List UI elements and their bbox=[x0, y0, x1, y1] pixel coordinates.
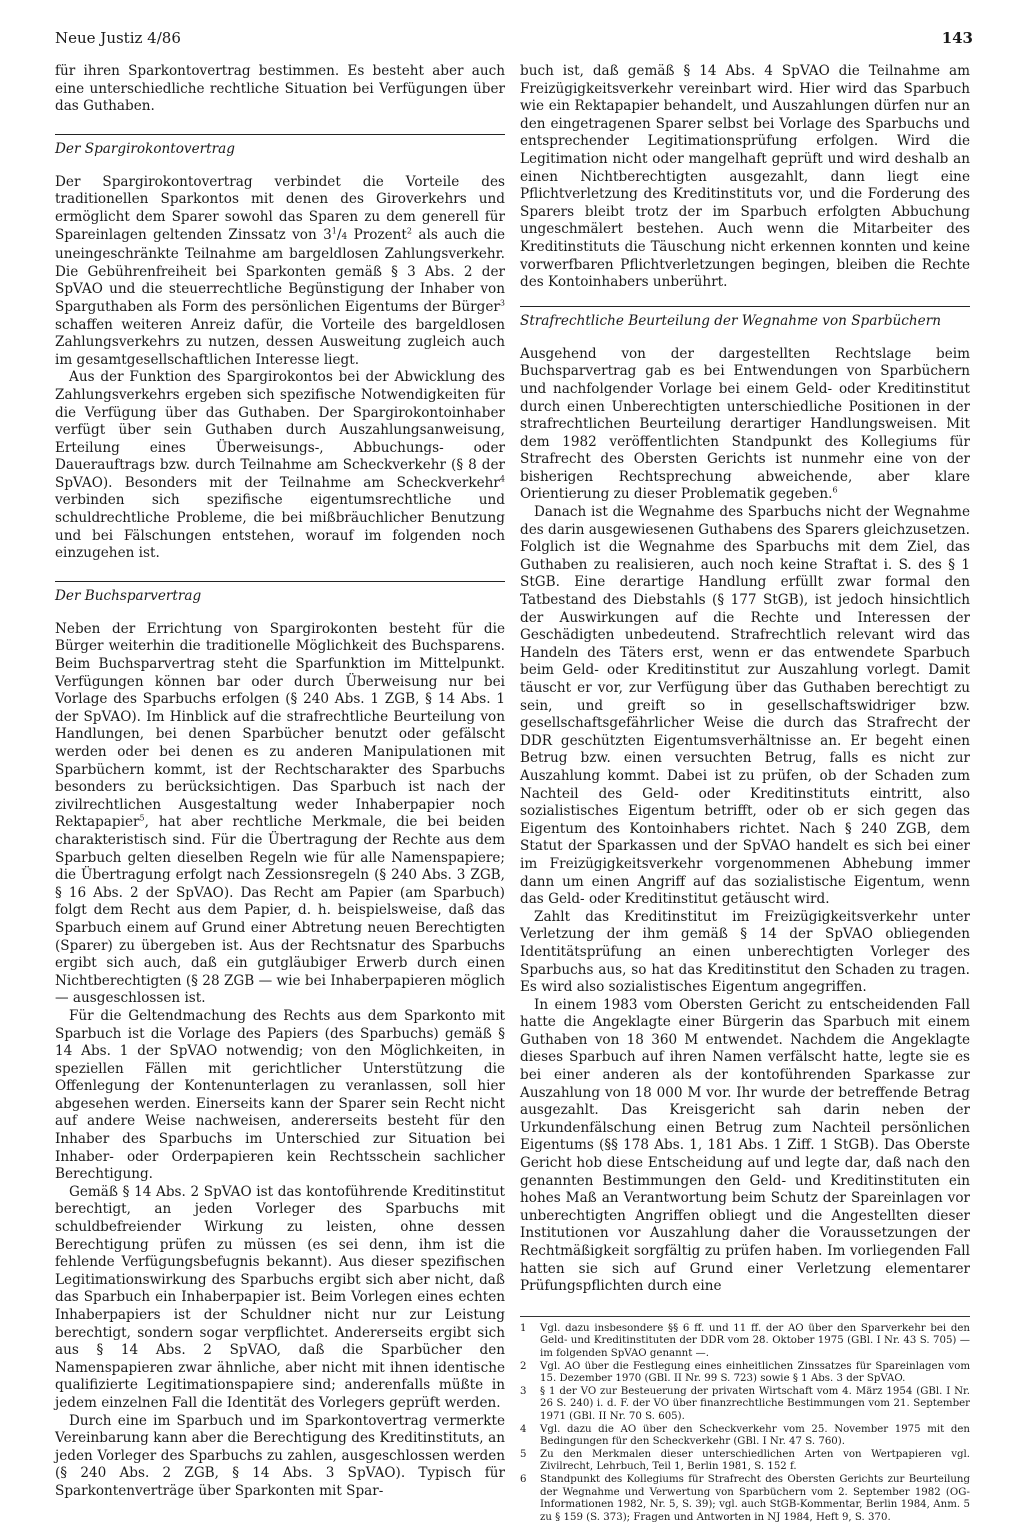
paragraph: Neben der Errichtung von Spargirokonten besteht für die Bürger weiterhin die traditionelle Möglichkeit des Buchsparens. Beim Buchsparvertrag steht die Sparfunktion im Mittelpunkt. Verfügungen können bar oder durch Überweisung nur bei Vorlage des Sparbuchs erfolgen (§ 240 Abs. 1 ZGB, § 14 Abs. 1 der SpVAO). Im Hinblick auf die strafrechtliche Beurteilung von Handlungen, bei denen Sparbücher benutzt oder gefälscht werden oder bei denen es zu anderen Manipulationen mit Sparbüchern kommt, ist der Rechtscharakter des Sparbuchs besonders zu berücksichtigen. Das Sparbuch ist nach der zivilrechtlichen Ausgestaltung weder Inhaberpapier noch Rektapapier$^5$, hat aber rechtliche Merkmale, die bei beiden charakteristisch sind. Für die Übertragung der Rechte aus dem Sparbuch gelten dieselben Regeln wie für alle Namenspapiere; die Übertragung erfolgt nach Zessionsregeln (§ 240 Abs. 3 ZGB, § 16 Abs. 2 der SpVAO). Das Recht am Papier (am Sparbuch) folgt dem Recht aus dem Papier, d. h. beispielsweise, daß das Sparbuch einem auf Grund einer Abtretung neuen Berechtigten (Sparer) zu übergeben ist. Aus der Rechtsnatur des Sparbuchs ergibt sich auch, daß ein gutgläubiger Erwerb durch einen Nichtberechtigten (§ 28 ZGB — wie bei Inhaberpapieren möglich — ausgeschlossen ist. bbox=[55, 620, 505, 1007]
footnote-ref: 5 bbox=[139, 813, 145, 823]
fraction-numerator: 1 bbox=[331, 226, 337, 236]
paragraph: Danach ist die Wegnahme des Sparbuchs nicht der Wegnahme des darin ausgewiesenen Guthabens des Sparers gleichzusetzen. Folglich ist die Wegnahme des Sparbuchs mit dem Ziel, das Guthaben zu realisieren, auch noch keine Straftat i. S. des § 1 StGB. Eine derartige Handlung erfüllt zwar formal den Tatbestand des Diebstahls (§ 177 StGB), ist jedoch hinsichtlich der Auswirkungen auf die Rechte und Interessen der Geschädigten unbedeutend. Strafrechtlich relevant wird das Handeln des Täters erst, wenn er das entwendete Sparbuch beim Geld- oder Kreditinstitut zur Auszahlung vorlegt. Damit täuscht er vor, zur Verfügung über das Guthaben berechtigt zu sein, und greift so in gesellschaftswidriger bzw. gesellschaftsgefährlicher Weise die durch das Strafrecht der DDR geschützten Eigentumsverhältnisse an. Er begeht einen Betrug bzw. einen versuchten Betrug, falls es nicht zur Auszahlung kommt. Dabei ist zu prüfen, ob der Schaden zum Nachteil des Geld- oder Kreditinstituts eintritt, also sozialistisches Eigentum betrifft, oder ob er sich gegen das Eigentum des Kontoinhabers richtet. Nach § 240 ZGB, dem Statut der Sparkassen und der SpVAO handelt es sich bei einer im Freizügigkeitsverkehr vorgenommenen Abhebung immer dann um einen Angriff auf das sozialistische Eigentum, wenn das Geld- oder Kreditinstitut getäuscht wird. bbox=[520, 504, 971, 908]
footnote-number: 4 bbox=[520, 1423, 527, 1435]
journal-title: Neue Justiz 4/86 bbox=[55, 29, 181, 47]
intro-paragraph: buch ist, daß gemäß § 14 Abs. 4 SpVAO die Teilnahme am Freizügigkeitsverkehr vereinbart wird. Hier wird das Sparbuch wie ein Rektapapier behandelt, und Auszahlungen dürfen nur an den eingetragenen Sparer selbst bei Vorlage des Sparbuchs und entsprechender Legitimationsprüfung erfolgen. Wird die Legitimation nicht oder mangelhaft geprüft und wird deshalb an einen Nichtberechtigten ausgezahlt, dann liegt eine Pflichtverletzung des Kreditinstituts vor, und die Forderung des Sparers bleibt trotz der im Sparbuch erfolgten Abbuchung ungeschmälert bestehen. Auch wenn die Mitarbeiter des Kreditinstituts die Täuschung nicht erkennen konnten und keine vorwerfbaren Pflichtverletzungen begingen, bleiben die Rechte des Kontoinhabers unberührt. bbox=[520, 63, 970, 291]
paragraph: Gemäß § 14 Abs. 2 SpVAO ist das kontoführende Kreditinstitut berechtigt, an jeden Vorleger des Sparbuchs mit schuldbefreiender Wirkung zu leisten, ohne dessen Berechtigung prüfen zu müssen (es sei denn, ihm ist die fehlende Verfügungsbefugnis bekannt). Aus dieser spezifischen Legitimationswirkung des Sparbuchs ergibt sich aber nicht, daß das Sparbuch ein Inhaberpapier ist. Beim Vorlegen eines echten Inhaberpapiers ist der Schuldner nicht nur zur Leistung berechtigt, sondern sogar verpflichtet. Andererseits ergibt sich aus § 14 Abs. 2 SpVAO, daß die Sparbücher den Namenspapieren zwar ähnliche, aber nicht mit ihnen identische qualifizierte Legitimationspapiere sind; anderenfalls müßte in jedem einzelnen Fall die Identität des Vorlegers geprüft werden. bbox=[55, 1183, 505, 1411]
paragraph: Zahlt das Kreditinstitut im Freizügigkeitsverkehr unter Verletzung der ihm gemäß § 14 der SpVAO obliegenden Identitätsprüfung an einen unberechtigten Vorleger des Sparbuchs aus, so hat das Kreditinstitut den Schaden zu tragen. Es wird also sozialistisches Eigentum angegriffen. bbox=[520, 908, 970, 996]
fraction-denominator: 4 bbox=[341, 231, 348, 242]
paragraph: Der Spargirokontovertrag verbindet die Vorteile des traditionellen Sparkontos mit denen des Giroverkehrs und ermöglicht dem Sparer sowohl das Sparen zu dem generell für Spareinlagen geltenden Zinssatz von $3^1/4$ Prozent$^2$ als auch die uneingeschränkte Teilnahme am bargeldlosen Zahlungsverkehr. Die Gebührenfreiheit bei Sparkonten gemäß § 3 Abs. 2 der SpVAO und die steuerrechtliche Begünstigung der Inhaber von Sparguthaben als Form des persönlichen Eigentums der Bürger$^3$ schaffen weiteren Anreiz dafür, die Vorteile des bargeldlosen Zahlungsverkehrs zu nutzen, dessen Ausweitung zugleich auch im gesamtgesellschaftlichen Interesse liegt. bbox=[55, 173, 506, 368]
intro-paragraph: für ihren Sparkontovertrag bestimmen. Es besteht aber auch eine unterschiedliche rechtliche Situation bei Verfügungen über das Guthaben. bbox=[55, 63, 505, 115]
paragraph: In einem 1983 vom Obersten Gericht zu entscheidenden Fall hatte die Angeklagte einer Bürgerin das Sparbuch mit einem Guthaben von 18 360 M entwendet. Nachdem die Angeklagte dieses Sparbuch auf ihren Namen verfälscht hatte, legte sie es bei einer anderen als der kontoführenden Sparkasse zur Auszahlung von 18 000 M vor. Ihr wurde der betreffende Betrag ausgezahlt. Das Kreisgericht sah darin neben der Urkundenfälschung einen Betrug zum Nachteil persönlichen Eigentums (§§ 178 Abs. 1, 181 Abs. 1 Ziff. 1 StGB). Das Oberste Gericht hob diese Entscheidung auf und legte dar, daß nach den genannten Bestimmungen den Geld- und Kreditinstituten ein hohes Maß an Verantwortung beim Schutz der Spareinlagen vor unberechtigten Angriffen obliegt und die Angestellten dieser Institutionen vor Auszahlung daher die Voraussetzungen der Rechtmäßigkeit sorgfältig zu prüfen haben. Im vorliegenden Fall hatten sie sich auf Grund einer Verletzung elementarer Prüfungspflichten durch eine bbox=[520, 996, 970, 1295]
footnote-ref: 6 bbox=[832, 485, 838, 495]
page-number: 143 bbox=[941, 29, 973, 47]
footnote-ref: 4 bbox=[499, 474, 505, 484]
footnote-text: Standpunkt des Kollegiums für Strafrecht des Obersten Gerichts zur Beurteilung der Wegnahme und Verwertung von Sparbüchern vom 2. September 1982 (OG-Informationen 1982, Nr. 5, S. 39); vgl. auch StGB-Kommentar, Berlin 1984, Anm. 5 zu § 159 (S. 373); Fragen und Antworten in NJ 1984, Heft 9, S. 370. bbox=[540, 1473, 970, 1523]
footnote bbox=[520, 1424, 970, 1449]
footnote-text: Zu den Merkmalen dieser unterschiedlichen Arten von Wertpapieren vgl. Zivilrecht, Lehrbuch, Teil 1, Berlin 1981, S. 152 f. bbox=[540, 1448, 970, 1473]
footnote-ref: 3 bbox=[499, 298, 505, 308]
footnote bbox=[520, 1361, 970, 1386]
footnote bbox=[520, 1449, 970, 1474]
right-column bbox=[520, 63, 970, 1524]
footnote-text: Vgl. AO über die Festlegung eines einheitlichen Zinssatzes für Spareinlagen vom 15. Dezember 1970 (GBl. II Nr. 99 S. 723) sowie § 1 Abs. 3 der SpVAO. bbox=[540, 1360, 970, 1385]
paragraph: Für die Geltendmachung des Rechts aus dem Sparkonto mit Sparbuch ist die Vorlage des Papiers (des Sparbuchs) gemäß § 14 Abs. 1 der SpVAO notwendig; von den Möglichkeiten, in speziellen Fällen mit gerichtlicher Unterstützung die Offenlegung der Kontenunterlagen zu veranlassen, soll hier abgesehen werden. Einerseits kann der Sparer sein Recht nicht auf andere Weise nachweisen, andererseits besteht für den Inhaber des Sparbuchs im Unterschied zur Situation bei Inhaber- oder Orderpapieren kein Rechtsschein sachlicher Berechtigung. bbox=[55, 1007, 505, 1183]
paragraph: Ausgehend von der dargestellten Rechtslage beim Buchsparvertrag gab es bei Entwendungen von Sparbüchern und nachfolgender Vorlage bei einem Geld- oder Kreditinstitut durch einen Unberechtigten unterschiedliche Positionen in der strafrechtlichen Beurteilung derartiger Handlungsweisen. Mit dem 1982 veröffentlichten Standpunkt des Kollegiums für Strafrecht des Obersten Gerichts ist nunmehr eine von der bisherigen Rechtsprechung abweichende, aber klare Orientierung zu dieser Problematik gegeben.$^6$ bbox=[520, 345, 970, 503]
footnote bbox=[520, 1474, 970, 1524]
footnote-number: 2 bbox=[520, 1360, 527, 1372]
section-heading-strafrechtliche-beurteilung: Strafrechtliche Beurteilung der Wegnahme von Sparbüchern bbox=[520, 306, 970, 330]
footnote-number: 5 bbox=[520, 1448, 527, 1460]
paragraph: Durch eine im Sparbuch und im Sparkontovertrag vermerkte Vereinbarung kann aber die Berechtigung des Kreditinstituts, an jeden Vorleger des Sparbuchs zu zahlen, ausgeschlossen werden (§ 240 Abs. 2 ZGB, § 14 Abs. 3 SpVAO). Typisch für Sparkontenverträge über Sparkonten mit Spar- bbox=[55, 1412, 505, 1499]
footnotes bbox=[520, 1316, 970, 1524]
footnote-number: 3 bbox=[520, 1385, 527, 1397]
footnote-number: 6 bbox=[520, 1473, 527, 1485]
footnote bbox=[520, 1386, 970, 1424]
footnote-ref: 2 bbox=[406, 226, 412, 236]
section-heading-spargirokontovertrag: Der Spargirokontovertrag bbox=[55, 134, 505, 158]
running-header bbox=[55, 27, 973, 53]
left-column bbox=[55, 63, 505, 1501]
footnote-text: § 1 der VO zur Besteuerung der privaten Wirtschaft vom 4. März 1954 (GBl. I Nr. 26 S. 240) i. d. F. der VO über finanzrechtliche Bestimmungen vom 21. September 1971 (GBl. II Nr. 70 S. 605). bbox=[540, 1385, 970, 1422]
footnote-number: 1 bbox=[520, 1322, 527, 1334]
paragraph: Aus der Funktion des Spargirokontos bei der Abwicklung des Zahlungsverkehrs ergeben sich spezifische Notwendigkeiten für die Verfügung über das Guthaben. Der Spargirokontoinhaber verfügt über sein Guthaben durch Auszahlungsanweisung, Erteilung eines Überweisungs-, Abbuchungs- oder Dauerauftrags bzw. durch Teilnahme am Scheckverkehr (§ 8 der SpVAO). Besonders mit der Teilnahme am Scheckverkehr$^4$ verbinden sich spezifische eigentumsrechtliche und schuldrechtliche Probleme, die bei mißbräuchlicher Benutzung und bei Fälschungen entstehen, worauf im folgenden noch einzugehen ist. bbox=[55, 369, 505, 562]
footnote-text: Vgl. dazu die AO über den Scheckverkehr vom 25. November 1975 mit den Bedingungen für den Scheckverkehr (GBl. I Nr. 47 S. 760). bbox=[540, 1423, 970, 1448]
footnote bbox=[520, 1323, 970, 1361]
footnote-text: Vgl. dazu insbesondere §§ 6 ff. und 11 ff. der AO über den Sparverkehr bei den Geld- und Kreditinstituten der DDR vom 28. Oktober 1975 (GBl. I Nr. 43 S. 705) — im folgenden SpVAO genannt —. bbox=[540, 1322, 970, 1359]
section-heading-buchsparvertrag: Der Buchsparvertrag bbox=[55, 581, 505, 605]
